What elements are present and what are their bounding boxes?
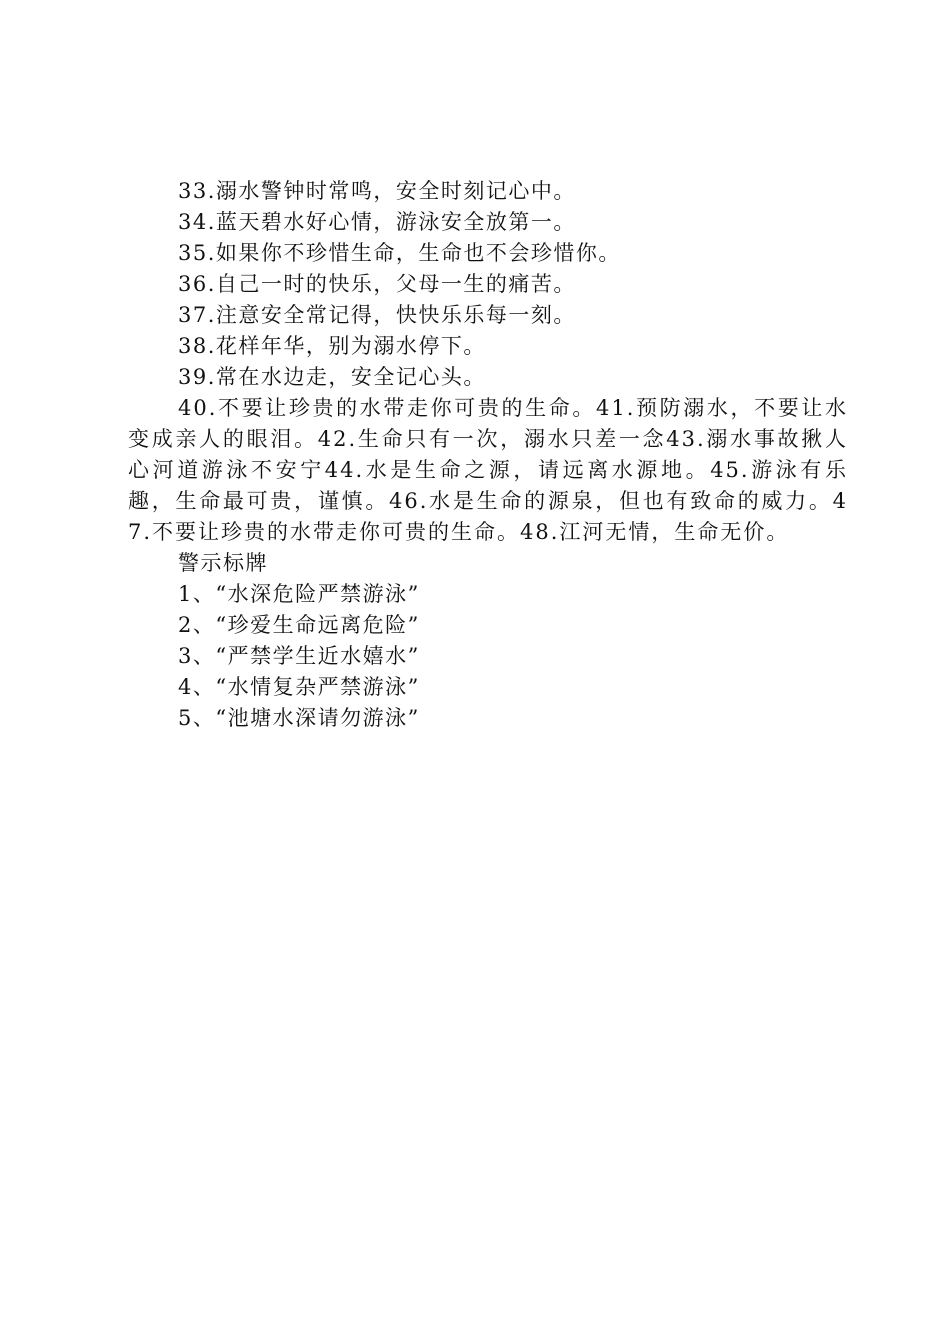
- document-body: [128, 176, 848, 734]
- signs-heading: 警示标牌: [178, 551, 268, 575]
- sign-item-1: 1、“水深危险严禁游泳”: [178, 582, 420, 606]
- sign-item-3: 3、“严禁学生近水嬉水”: [178, 644, 420, 668]
- slogan-36: 36.自己一时的快乐，父母一生的痛苦。: [178, 272, 576, 296]
- slogan-35: 35.如果你不珍惜生命，生命也不会珍惜你。: [178, 241, 621, 265]
- slogans-paragraph: 40.不要让珍贵的水带走你可贵的生命。41.预防溺水，不要让水变成亲人的眼泪。42.生命只有一次，溺水只差一念43.溺水事故揪人心河道游泳不安宁44.水是生命之源，请远离水源地。45.游泳有乐趣，生命最可贵，谨慎。46.水是生命的源泉，但也有致命的威力。47.不要让珍贵的水带走你可贵的生命。48.江河无情，生命无价。: [128, 396, 848, 544]
- slogan-38: 38.花样年华，别为溺水停下。: [178, 334, 486, 358]
- slogan-39: 39.常在水边走，安全记心头。: [178, 365, 486, 389]
- slogan-34: 34.蓝天碧水好心情，游泳安全放第一。: [178, 210, 576, 234]
- slogan-33: 33.溺水警钟时常鸣，安全时刻记心中。: [178, 179, 576, 203]
- sign-item-2: 2、“珍爱生命远离危险”: [178, 613, 420, 637]
- slogan-37: 37.注意安全常记得，快快乐乐每一刻。: [178, 303, 576, 327]
- sign-item-4: 4、“水情复杂严禁游泳”: [178, 675, 420, 699]
- sign-item-5: 5、“池塘水深请勿游泳”: [178, 706, 420, 730]
